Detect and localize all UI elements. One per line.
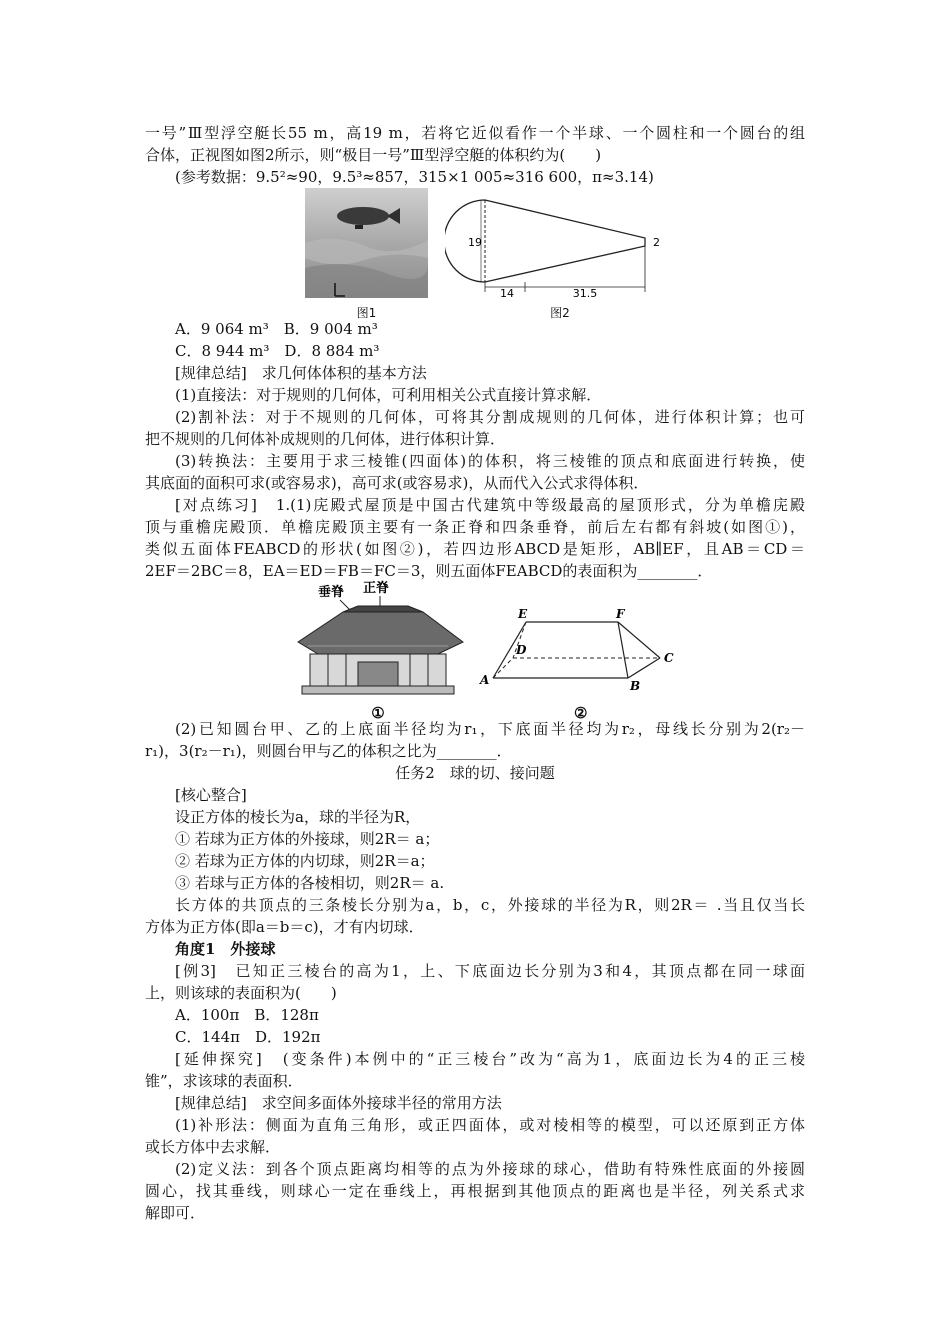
rule-2-line-2: 或长方体中去求解． (145, 1138, 281, 1156)
section-lower (145, 718, 805, 1224)
rule-summary-title: [规律总结] 求几何体体积的基本方法 (175, 364, 427, 382)
practice-line-4: 2EF＝2BC＝8，EA＝ED＝FB＝FC＝3，则五面体FEABCD的表面积为________． (145, 562, 713, 580)
core-line-6: 方体为正方体(即a＝b＝c)，才有内切球． (145, 918, 424, 936)
label-height: 19 (468, 236, 482, 249)
extend-line-1: [延伸探究] (变条件)本例中的“正三棱台”改为“高为1，底面边长为4的正三棱 (175, 1050, 805, 1068)
figure-1 (305, 188, 428, 320)
vertex-b: B (630, 679, 641, 693)
figure-roof (288, 580, 468, 722)
front-view-diagram (445, 190, 675, 298)
rule-2-line-1: (1)补形法：侧面为直角三角形，或正四面体，或对棱相等的模型，可以还原到正方体 (175, 1116, 805, 1134)
vertex-f: F (616, 607, 625, 621)
airship-photo (305, 188, 428, 298)
figure-1-caption: 图1 (356, 306, 377, 320)
extend-line-2: 锥”，求该球的表面积． (145, 1072, 303, 1090)
label-chuiji: 垂脊 (318, 585, 345, 600)
roof-illustration (288, 580, 468, 698)
practice-line-1: [对点练习] 1.(1)庑殿式屋顶是中国古代建筑中等级最高的屋顶形式，分为单檐庑殿 (175, 496, 805, 514)
rule-method-2: (2)割补法：对于不规则的几何体，可将其分割成规则的几何体，进行体积计算；也可 (175, 408, 805, 426)
figure-solid (478, 606, 698, 722)
core-line-3: ② 若球为正方体的内切球，则2R＝a； (175, 852, 435, 870)
label-zhengji: 正脊 (363, 581, 390, 596)
core-line-1: 设正方体的棱长为a，球的半径为R， (175, 808, 421, 826)
figure-2-caption: 图2 (550, 306, 570, 320)
rule-2-line-3: (2)定义法：到各个顶点距离均相等的点为外接球的球心，借助有特殊性底面的外接圆 (175, 1160, 805, 1178)
vertex-d: D (516, 643, 527, 657)
label-tip: 2 (653, 236, 660, 249)
core-line-4: ③ 若球与正方体的各棱相切，则2R＝ a. (175, 874, 445, 892)
rule-2-line-4: 圆心，找其垂线，则球心一定在垂线上，再根据到其他顶点的距离也是半径，列关系式求 (145, 1182, 805, 1200)
vertex-a: A (480, 673, 490, 687)
vertex-e: E (518, 607, 528, 621)
label-segment-2: 31.5 (572, 287, 598, 298)
reference-data: (参考数据：9.5²≈90，9.5³≈857，315×1 005≈316 600，π≈3.14) (175, 168, 654, 186)
rule-method-3: (3)转换法：主要用于求三棱锥(四面体)的体积，将三棱锥的顶点和底面进行转换，使 (175, 452, 805, 470)
core-line-5: 长方体的共顶点的三条棱长分别为a，b，c，外接球的半径为R，则2R＝ .当且仅当长 (175, 896, 805, 914)
practice-line-3: 类似五面体FEABCD的形状(如图②)，若四边形ABCD是矩形，AB∥EF，且AB＝CD＝ (145, 540, 805, 558)
example-3-options-cd: C．144π D．192π (175, 1028, 321, 1046)
figure-roof-caption: ① (371, 704, 385, 722)
part2-line-2: r₁)，3(r₂－r₁)，则圆台甲与乙的体积之比为________． (145, 742, 512, 760)
example-3-line-1: [例3] 已知正三棱台的高为1，上、下底面边长分别为3和4，其顶点都在同一球面 (175, 962, 805, 980)
example-3-line-2: 上，则该球的表面积为( ) (145, 984, 337, 1002)
part2-line-1: (2)已知圆台甲、乙的上底面半径均为r₁，下底面半径均为r₂，母线长分别为2(r₂－ (175, 720, 805, 738)
core-line-2: ① 若球为正方体的外接球，则2R＝ a； (175, 830, 440, 848)
problem-continuation (145, 122, 805, 188)
option-c-d: C．8 944 m³ D．8 884 m³ (175, 342, 380, 360)
angle-1-title: 角度1 外接球 (175, 940, 276, 958)
figure-2 (445, 190, 675, 320)
rule-method-3-cont: 其底面的面积可求(或容易求)，高可求(或容易求)，从而代入公式求得体积． (145, 474, 649, 492)
rule-method-2-cont: 把不规则的几何体补成规则的几何体，进行体积计算． (145, 430, 506, 448)
core-title: [核心整合] (175, 786, 247, 804)
solid-feabcd (478, 606, 698, 698)
rule-2-line-5: 解即可． (145, 1204, 206, 1222)
problem-line-2: 合体，正视图如图2所示，则“极目一号”Ⅲ型浮空艇的体积约为( ) (145, 146, 602, 164)
problem-line-1: 一号”Ⅲ型浮空艇长55 m，高19 m，若将它近似看作一个半球、一个圆柱和一个圆台的组 (145, 124, 805, 142)
figure-solid-caption: ② (574, 704, 588, 722)
label-segment-1: 14 (500, 287, 514, 298)
practice-line-2: 顶与重檐庑殿顶．单檐庑殿顶主要有一条正脊和四条垂脊，前后左右都有斜坡(如图①)， (145, 518, 805, 536)
section-options-rule (145, 318, 805, 582)
rule-method-1: (1)直接法：对于规则的几何体，可利用相关公式直接计算求解． (175, 386, 602, 404)
task-2-title: 任务2 球的切、接问题 (395, 764, 555, 782)
example-3-options-ab: A．100π B．128π (175, 1006, 319, 1024)
vertex-c: C (664, 651, 674, 665)
rule-2-title: [规律总结] 求空间多面体外接球半径的常用方法 (175, 1094, 502, 1112)
option-a-b: A．9 064 m³ B．9 004 m³ (175, 320, 378, 338)
